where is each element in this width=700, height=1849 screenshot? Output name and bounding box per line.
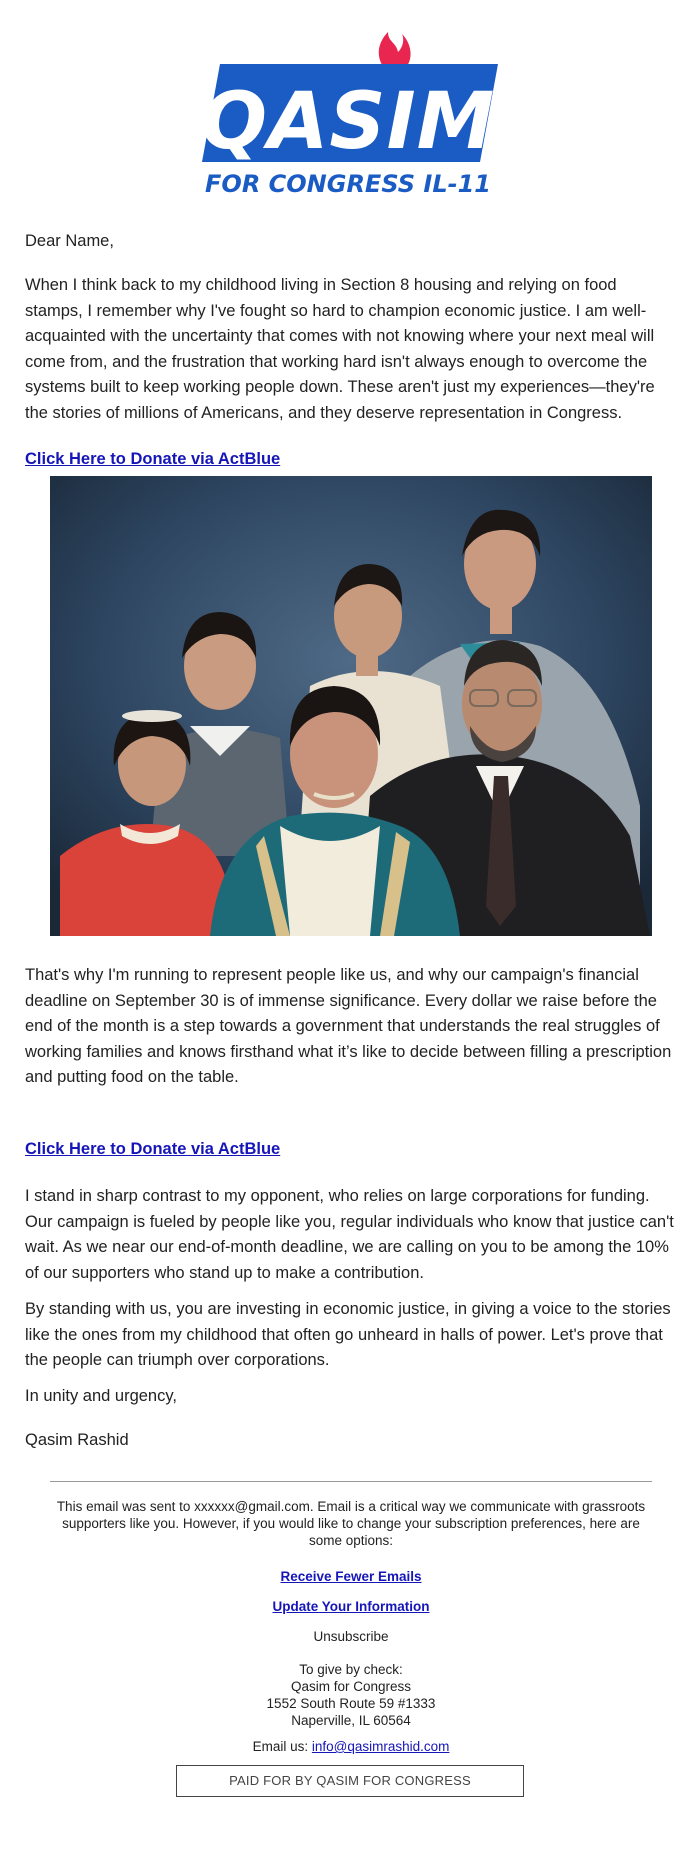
logo-name: QASIM <box>200 77 496 167</box>
check-line-2: 1552 South Route 59 #1333 <box>266 1696 436 1711</box>
unsubscribe-link[interactable]: Unsubscribe <box>313 1629 389 1644</box>
contact-email-link[interactable]: info@qasimrashid.com <box>311 1739 450 1754</box>
update-information-link[interactable]: Update Your Information <box>272 1599 430 1614</box>
family-photo <box>50 476 652 936</box>
email-label: Email us: <box>252 1739 309 1754</box>
paid-for-disclaimer: PAID FOR BY QASIM FOR CONGRESS <box>176 1765 524 1797</box>
body-paragraph-1: When I think back to my childhood living in Section 8 housing and relying on food stamps, I remember why I've fought so hard to champion economic justice. I am well-acquainted with the uncertainty that comes with not knowing where your next meal will come from, and the frustration that working hard isn't always enough to overcome the systems built to keep working people down. These aren't just my experiences—they're the stories of millions of Americans, and they deserve representation in Congress. <box>25 276 655 422</box>
check-heading: To give by check: <box>299 1662 403 1677</box>
body-paragraph-2: That's why I'm running to represent people like us, and why our campaign's financial deadline on September 30 is of immense significance. Every dollar we raise before the end of the month is a step towards a government that understands the real struggles of working families and knows firsthand what it’s like to decide between filling a prescription and putting food on the table. <box>25 966 672 1086</box>
contact-line <box>50 1738 652 1755</box>
greeting: Dear Name, <box>25 232 114 250</box>
donate-link-1[interactable]: Click Here to Donate via ActBlue <box>25 450 281 468</box>
logo-tagline: FOR CONGRESS IL-11 <box>205 170 491 198</box>
check-line-3: Naperville, IL 60564 <box>291 1713 411 1728</box>
check-address <box>50 1661 652 1729</box>
body-paragraph-4: By standing with us, you are investing in economic justice, in giving a voice to the stories like the ones from my childhood that often go unheard in halls of power. Let's prove that the people can triumph over corporations. <box>25 1300 671 1369</box>
body-paragraph-3: I stand in sharp contrast to my opponent, who relies on large corporations for funding. Our campaign is fueled by people like you, regular individuals who know that justice can't wait. As we near our end-of-month deadline, we are calling on you to be among the 10% of our supporters who stand up to make a contribution. <box>25 1187 674 1282</box>
campaign-logo <box>198 30 502 198</box>
closing: In unity and urgency, <box>25 1387 177 1405</box>
receive-fewer-emails-link[interactable]: Receive Fewer Emails <box>280 1569 422 1584</box>
footer-notice: This email was sent to xxxxxx@gmail.com. Email is a critical way we communicate with grassroots supporters like you. However, if you would like to change your subscription preferences, here are some options: <box>56 1499 646 1548</box>
check-line-1: Qasim for Congress <box>290 1679 412 1694</box>
donate-link-2[interactable]: Click Here to Donate via ActBlue <box>25 1140 281 1158</box>
footer-divider <box>50 1481 652 1482</box>
signature: Qasim Rashid <box>25 1431 129 1449</box>
